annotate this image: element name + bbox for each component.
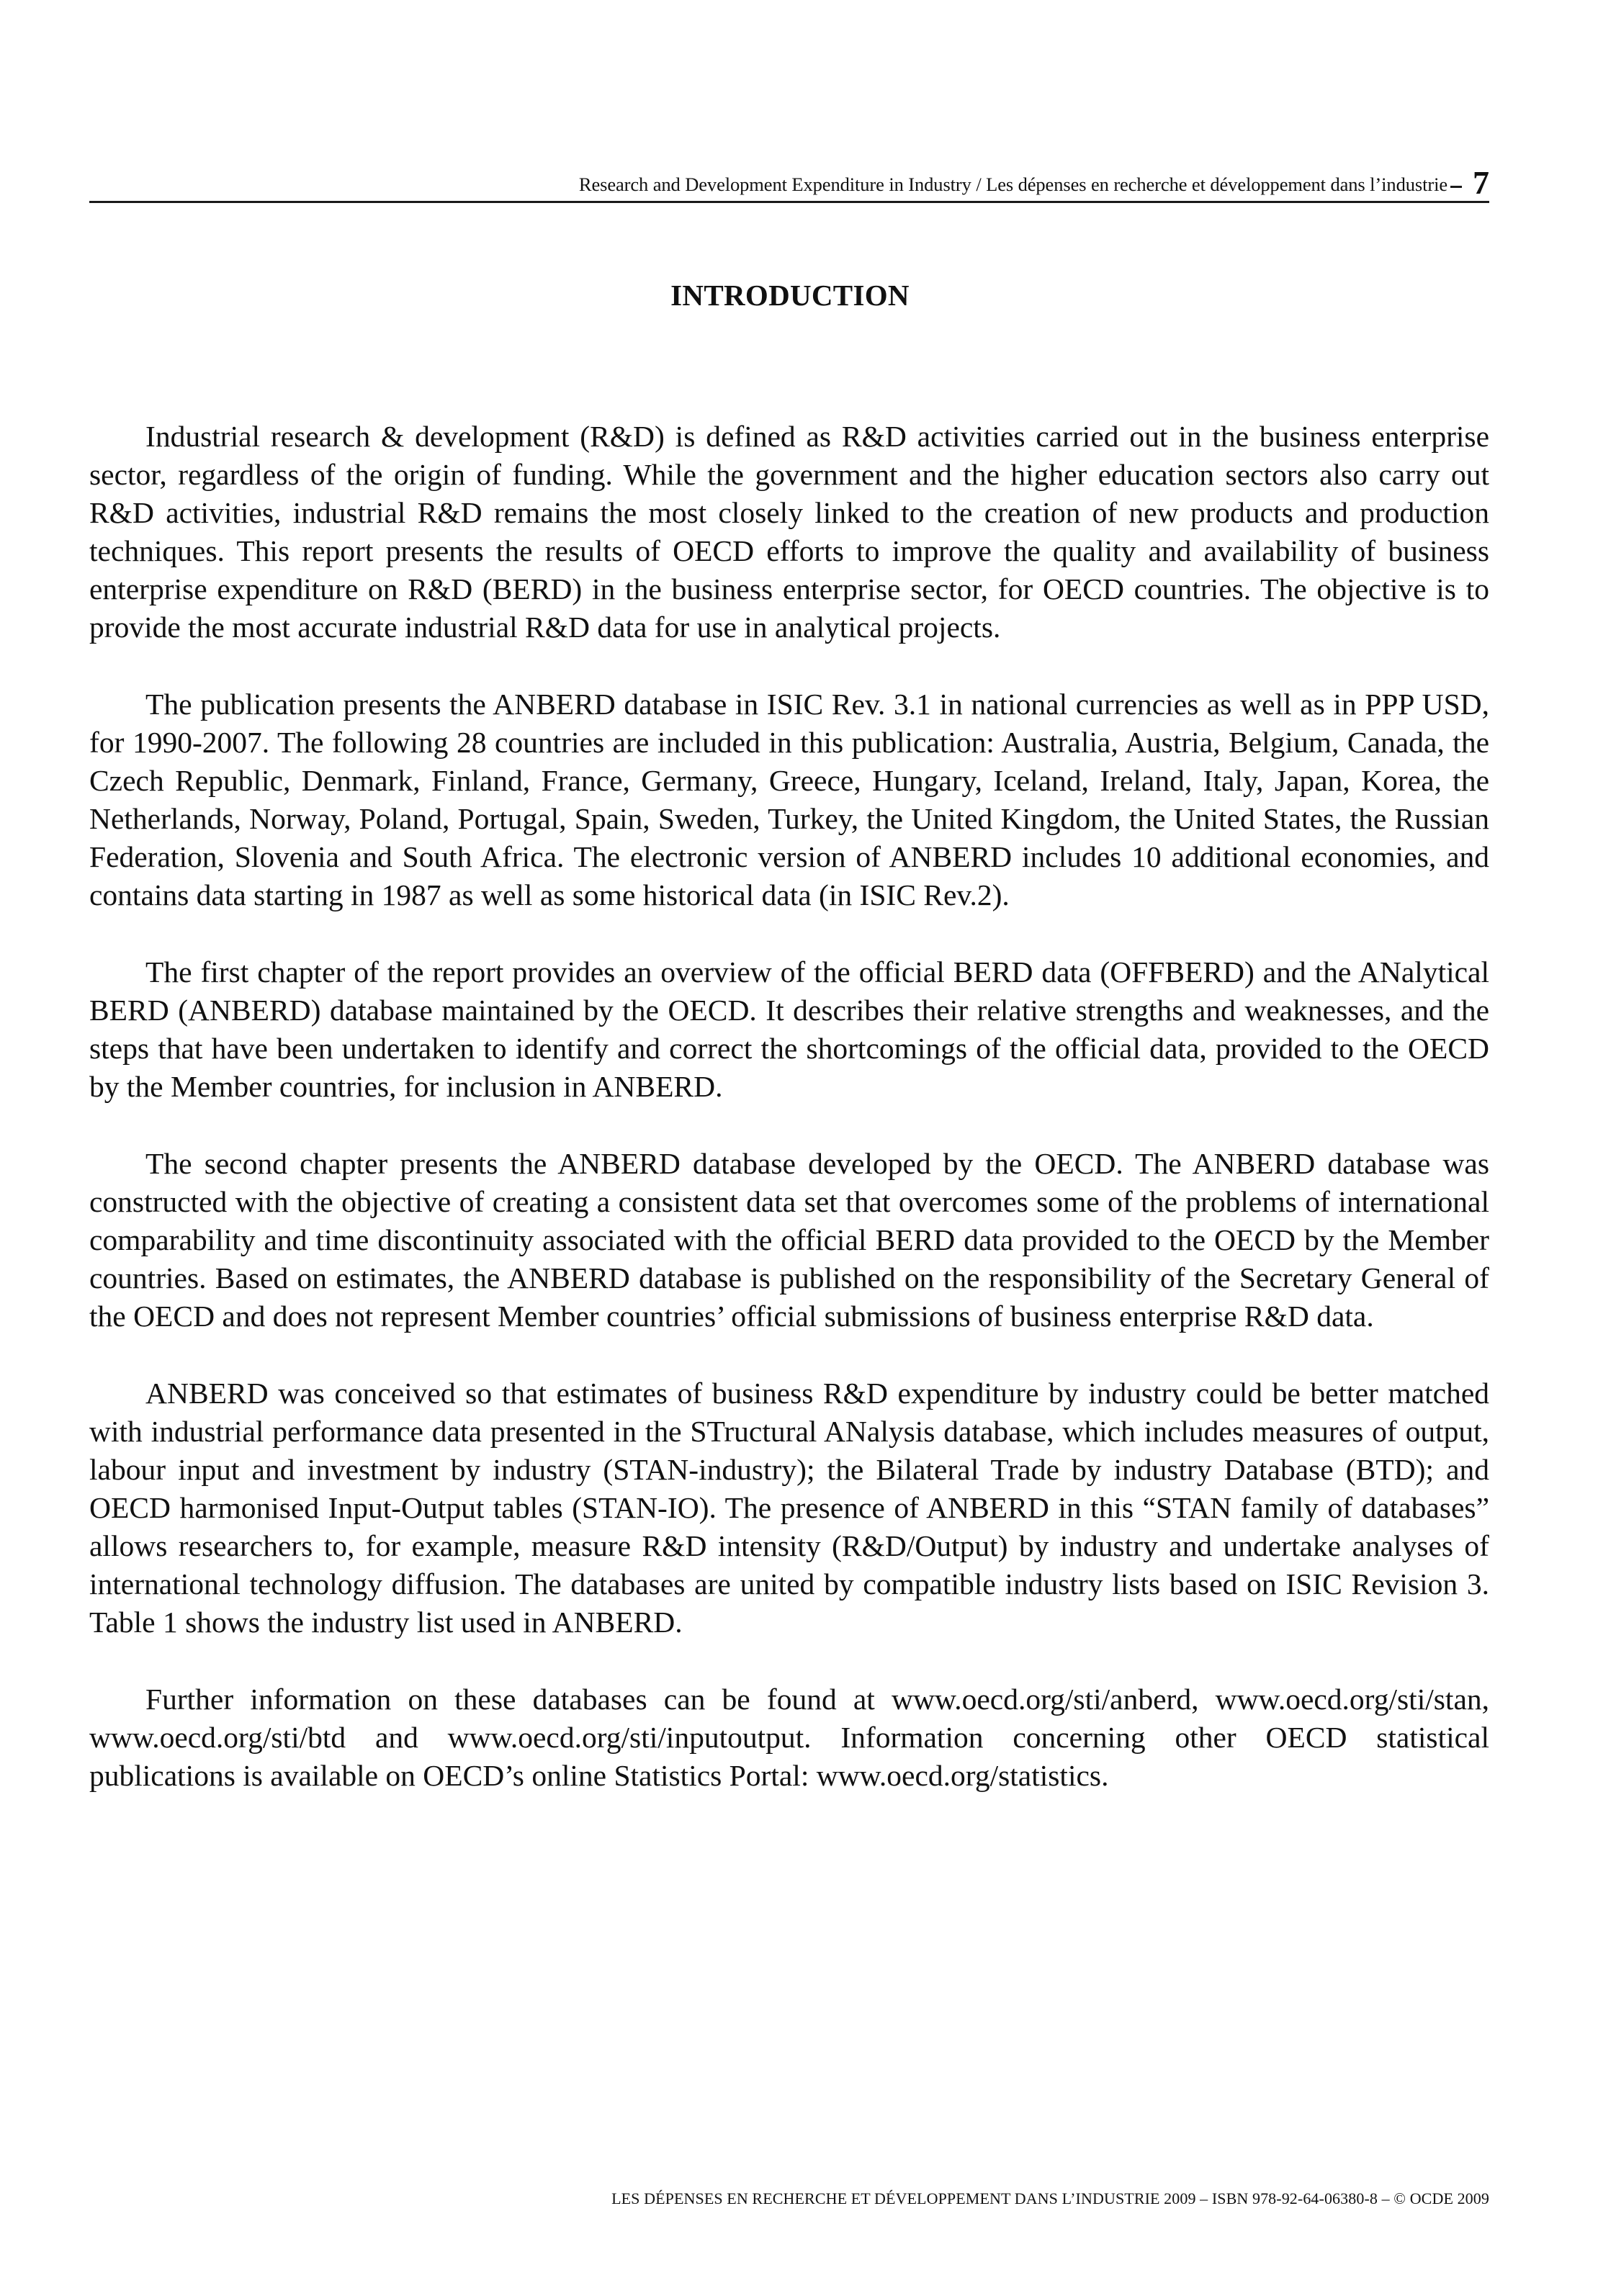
running-title: Research and Development Expenditure in Industry / Les dépenses en recherche et développement dans l’industrie [578, 174, 1447, 195]
paragraph-6: Further information on these databases can be found at www.oecd.org/sti/anberd, www.oecd.org/sti/stan, www.oecd.org/sti/btd and www.oecd.org/sti/inputoutput. Information concerning other OECD statistical publications is available on OECD’s online Statistics Portal: www.oecd.org/statistics. [89, 1683, 1489, 1792]
paragraph-3: The first chapter of the report provides an overview of the official BERD data (OFFBERD) and the ANalytical BERD (ANBERD) database maintained by the OECD. It describes their relative strengths and weaknesses, and the steps that have been undertaken to identify and correct the shortcomings of the official data, provided to the OECD by the Member countries, for inclusion in ANBERD. [89, 955, 1489, 1103]
paragraph-5: ANBERD was conceived so that estimates of business R&D expenditure by industry could be better matched with industrial performance data presented in the STructural ANalysis database, which includes measures of output, labour input and investment by industry (STAN-industry); the Bilateral Trade by industry Database (BTD); and OECD harmonised Input-Output tables (STAN-IO). The presence of ANBERD in this “STAN family of databases” allows researchers to, for example, measure R&D intensity (R&D/Output) by industry and undertake analyses of international technology diffusion. The databases are united by compatible industry lists based on ISIC Revision 3. Table 1 shows the industry list used in ANBERD. [89, 1377, 1489, 1639]
paragraph-1: Industrial research & development (R&D) is defined as R&D activities carried out in the business enterprise sector, regardless of the origin of funding. While the government and the higher education sectors also carry out R&D activities, industrial R&D remains the most closely linked to the creation of new products and production techniques. This report presents the results of OECD efforts to improve the quality and availability of business enterprise expenditure on R&D (BERD) in the business enterprise sector, for OECD countries. The objective is to provide the most accurate industrial R&D data for use in analytical projects. [89, 420, 1489, 644]
paragraph-2: The publication presents the ANBERD database in ISIC Rev. 3.1 in national currencies as well as in PPP USD, for 1990-2007. The following 28 countries are included in this publication: Australia, Austria, Belgium, Canada, the Czech Republic, Denmark, Finland, France, Germany, Greece, Hungary, Iceland, Ireland, Italy, Japan, Korea, the Netherlands, Norway, Poland, Portugal, Spain, Sweden, Turkey, the United Kingdom, the United States, the Russian Federation, Slovenia and South Africa. The electronic version of ANBERD includes 10 additional economies, and contains data starting in 1987 as well as some historical data (in ISIC Rev.2). [89, 688, 1489, 911]
paragraph-4: The second chapter presents the ANBERD database developed by the OECD. The ANBERD database was constructed with the objective of creating a consistent data set that overcomes some of the problems of international comparability and time discontinuity associated with the official BERD data provided to the OECD by the Member countries. Based on estimates, the ANBERD database is published on the responsibility of the Secretary General of the OECD and does not represent Member countries’ official submissions of business enterprise R&D data. [89, 1147, 1489, 1333]
running-header [89, 160, 1489, 203]
header-dash [1450, 186, 1462, 188]
page-footer: LES DÉPENSES EN RECHERCHE ET DÉVELOPPEMENT DANS L’INDUSTRIE 2009 – ISBN 978-92-64-06380-8 – © OCDE 2009 [611, 2189, 1489, 2207]
body-text [89, 418, 1489, 1834]
page-number: 7 [1473, 164, 1489, 201]
page-title: INTRODUCTION [670, 279, 910, 312]
